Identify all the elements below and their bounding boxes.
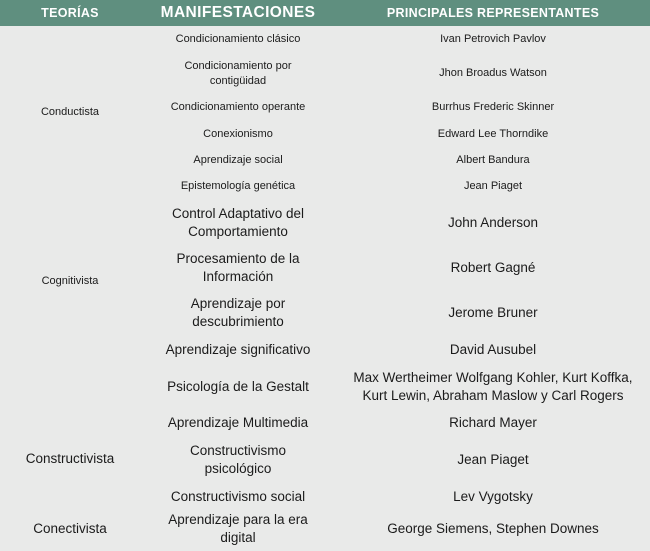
manifestation-cell: Condicionamiento clásico (175, 33, 301, 46)
representative-cell: Jean Piaget (457, 451, 529, 467)
theory-cognitivista: Cognitivista (41, 275, 99, 288)
table-header-row (0, 0, 650, 26)
representative-cell: John Anderson (447, 214, 539, 230)
representative-cell: Jerome Bruner (448, 305, 538, 321)
manifestation-cell: Aprendizaje significativo (165, 342, 311, 358)
representative-cell: Robert Gagné (450, 260, 536, 276)
representative-cell: Ivan Petrovich Pavlov (440, 33, 546, 46)
table-row (0, 199, 650, 246)
theory-conectivista: Conectivista (33, 521, 107, 537)
representative-cell: Burrhus Frederic Skinner (431, 101, 555, 114)
representative-cell: David Ausubel (449, 342, 537, 358)
manifestation-cell: Aprendizaje por descubrimiento (190, 296, 286, 329)
representative-cell: Edward Lee Thorndike (437, 127, 549, 140)
manifestation-cell: Psicología de la Gestalt (167, 378, 309, 394)
manifestation-cell: Epistemología genética (180, 179, 296, 192)
manifestation-cell: Constructivismo social (170, 488, 306, 504)
manifestation-cell: Conexionismo (203, 127, 273, 140)
manifestation-cell: Condicionamiento operante (170, 101, 306, 114)
manifestation-cell: Control Adaptativo del Comportamiento (171, 205, 305, 239)
representative-cell: Lev Vygotsky (453, 488, 533, 504)
representative-cell: Jean Piaget (463, 179, 523, 192)
theory-conductista: Conductista (40, 106, 100, 119)
representative-cell: Richard Mayer (449, 415, 537, 431)
manifestation-cell: Constructivismo psicológico (189, 442, 287, 476)
table-row (0, 26, 650, 53)
header-manifestations: MANIFESTACIONES (160, 4, 316, 21)
manifestation-cell: Aprendizaje para la era digital (168, 512, 308, 545)
table-row (0, 511, 650, 547)
manifestation-cell: Aprendizaje social (193, 153, 283, 166)
representative-cell: Albert Bandura (456, 153, 530, 166)
representative-cell: George Siemens, Stephen Downes (387, 521, 599, 537)
theory-constructivista: Constructivista (25, 451, 115, 467)
table-row (0, 364, 650, 409)
representative-cell: Jhon Broadus Watson (439, 67, 547, 80)
manifestation-cell: Procesamiento de la Información (176, 251, 300, 284)
header-theories: TEORÍAS (41, 6, 99, 20)
manifestation-cell: Aprendizaje Multimedia (167, 415, 309, 431)
header-representatives: PRINCIPALES REPRESENTANTES (386, 6, 600, 20)
representative-cell: Max Wertheimer Wolfgang Kohler, Kurt Koffka, Kurt Lewin, Abraham Maslow y Carl Rogers (353, 369, 633, 403)
manifestation-cell: Condicionamiento por contigüidad (184, 60, 292, 87)
